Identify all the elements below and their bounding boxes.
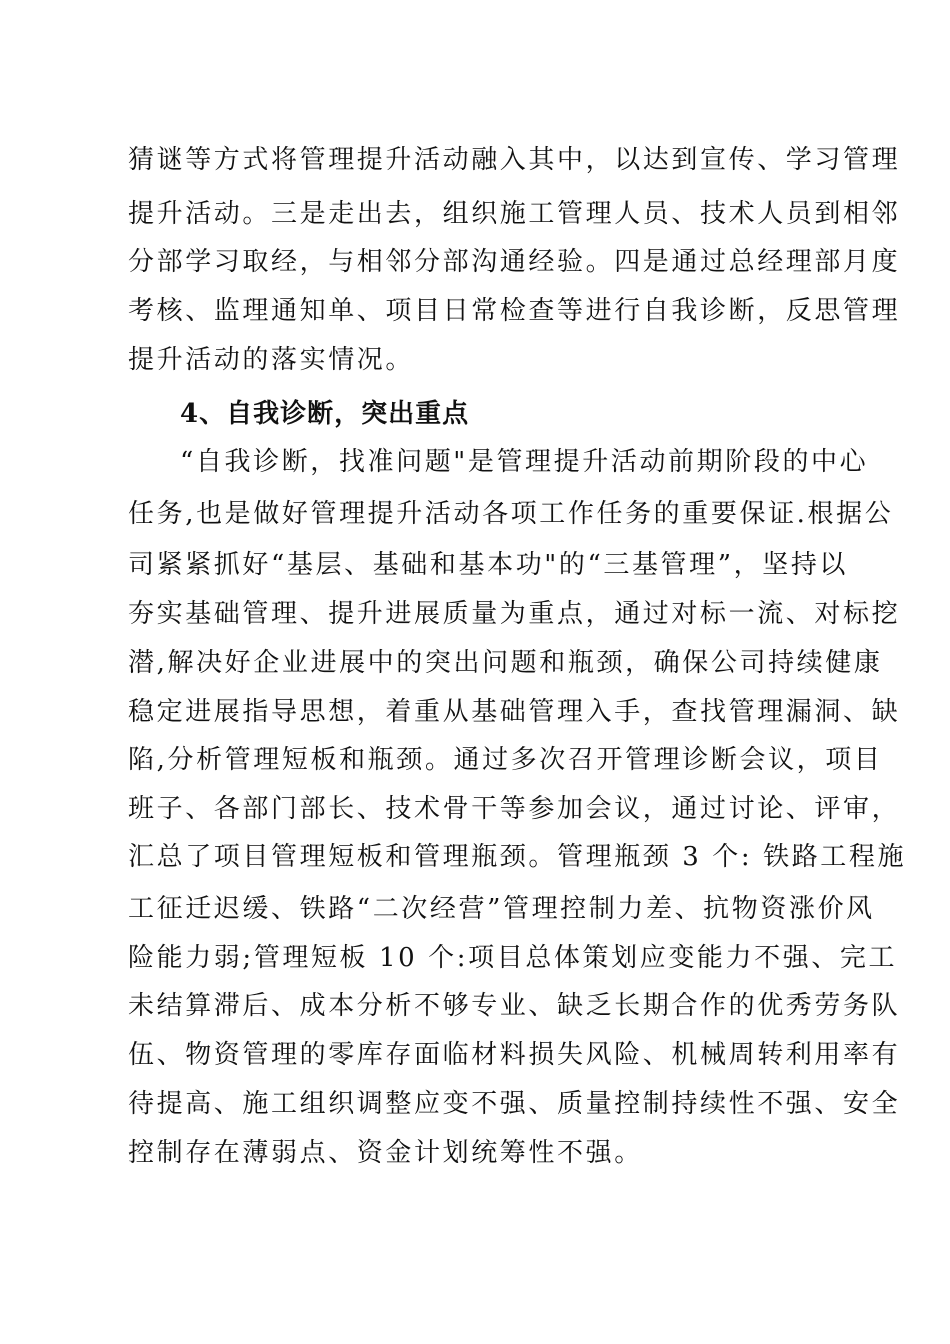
paragraph-line: 潜,解决好企业进展中的突出问题和瓶颈，确保公司持续健康: [128, 648, 883, 678]
paragraph-line: “自我诊断，找准问题"是管理提升活动前期阶段的中心: [180, 447, 869, 477]
paragraph-line: 司紧紧抓好“基层、基础和基本功"的“三基管理”，坚持以: [128, 550, 849, 580]
paragraph-line: 陷,分析管理短板和瓶颈。通过多次召开管理诊断会议，项目: [128, 745, 883, 775]
paragraph-line: 任务,也是做好管理提升活动各项工作任务的重要保证.根据公: [128, 499, 894, 529]
paragraph-line: 未结算滞后、成本分析不够专业、缺乏长期合作的优秀劳务队: [128, 991, 901, 1021]
paragraph-line: 工征迁迟缓、铁路“二次经营”管理控制力差、抗物资涨价风: [128, 894, 875, 924]
paragraph-line: 提升活动。三是走出去，组织施工管理人员、技术人员到相邻: [128, 199, 901, 229]
paragraph-line: 猜谜等方式将管理提升活动融入其中，以达到宣传、学习管理: [128, 145, 901, 175]
paragraph-line: 控制存在薄弱点、资金计划统筹性不强。: [128, 1138, 643, 1168]
section-heading: 4、自我诊断，突出重点: [180, 399, 470, 429]
paragraph-line: 提升活动的落实情况。: [128, 345, 415, 375]
paragraph-line: 汇总了项目管理短板和管理瓶颈。管理瓶颈 3 个: 铁路工程施: [128, 842, 907, 872]
paragraph-line: 分部学习取经，与相邻分部沟通经验。四是通过总经理部月度: [128, 247, 901, 277]
paragraph-line: 待提高、施工组织调整应变不强、质量控制持续性不强、安全: [128, 1089, 901, 1119]
paragraph-line: 稳定进展指导思想，着重从基础管理入手，查找管理漏洞、缺: [128, 697, 901, 727]
paragraph-line: 考核、监理通知单、项目日常检查等进行自我诊断，反思管理: [128, 296, 901, 326]
paragraph-line: 伍、物资管理的零库存面临材料损失风险、机械周转利用率有: [128, 1040, 901, 1070]
paragraph-line: 夯实基础管理、提升进展质量为重点，通过对标一流、对标挖: [128, 599, 901, 629]
paragraph-line: 班子、各部门部长、技术骨干等参加会议，通过讨论、评审，: [128, 794, 901, 824]
paragraph-line: 险能力弱;管理短板 10 个:项目总体策划应变能力不强、完工: [128, 943, 898, 973]
